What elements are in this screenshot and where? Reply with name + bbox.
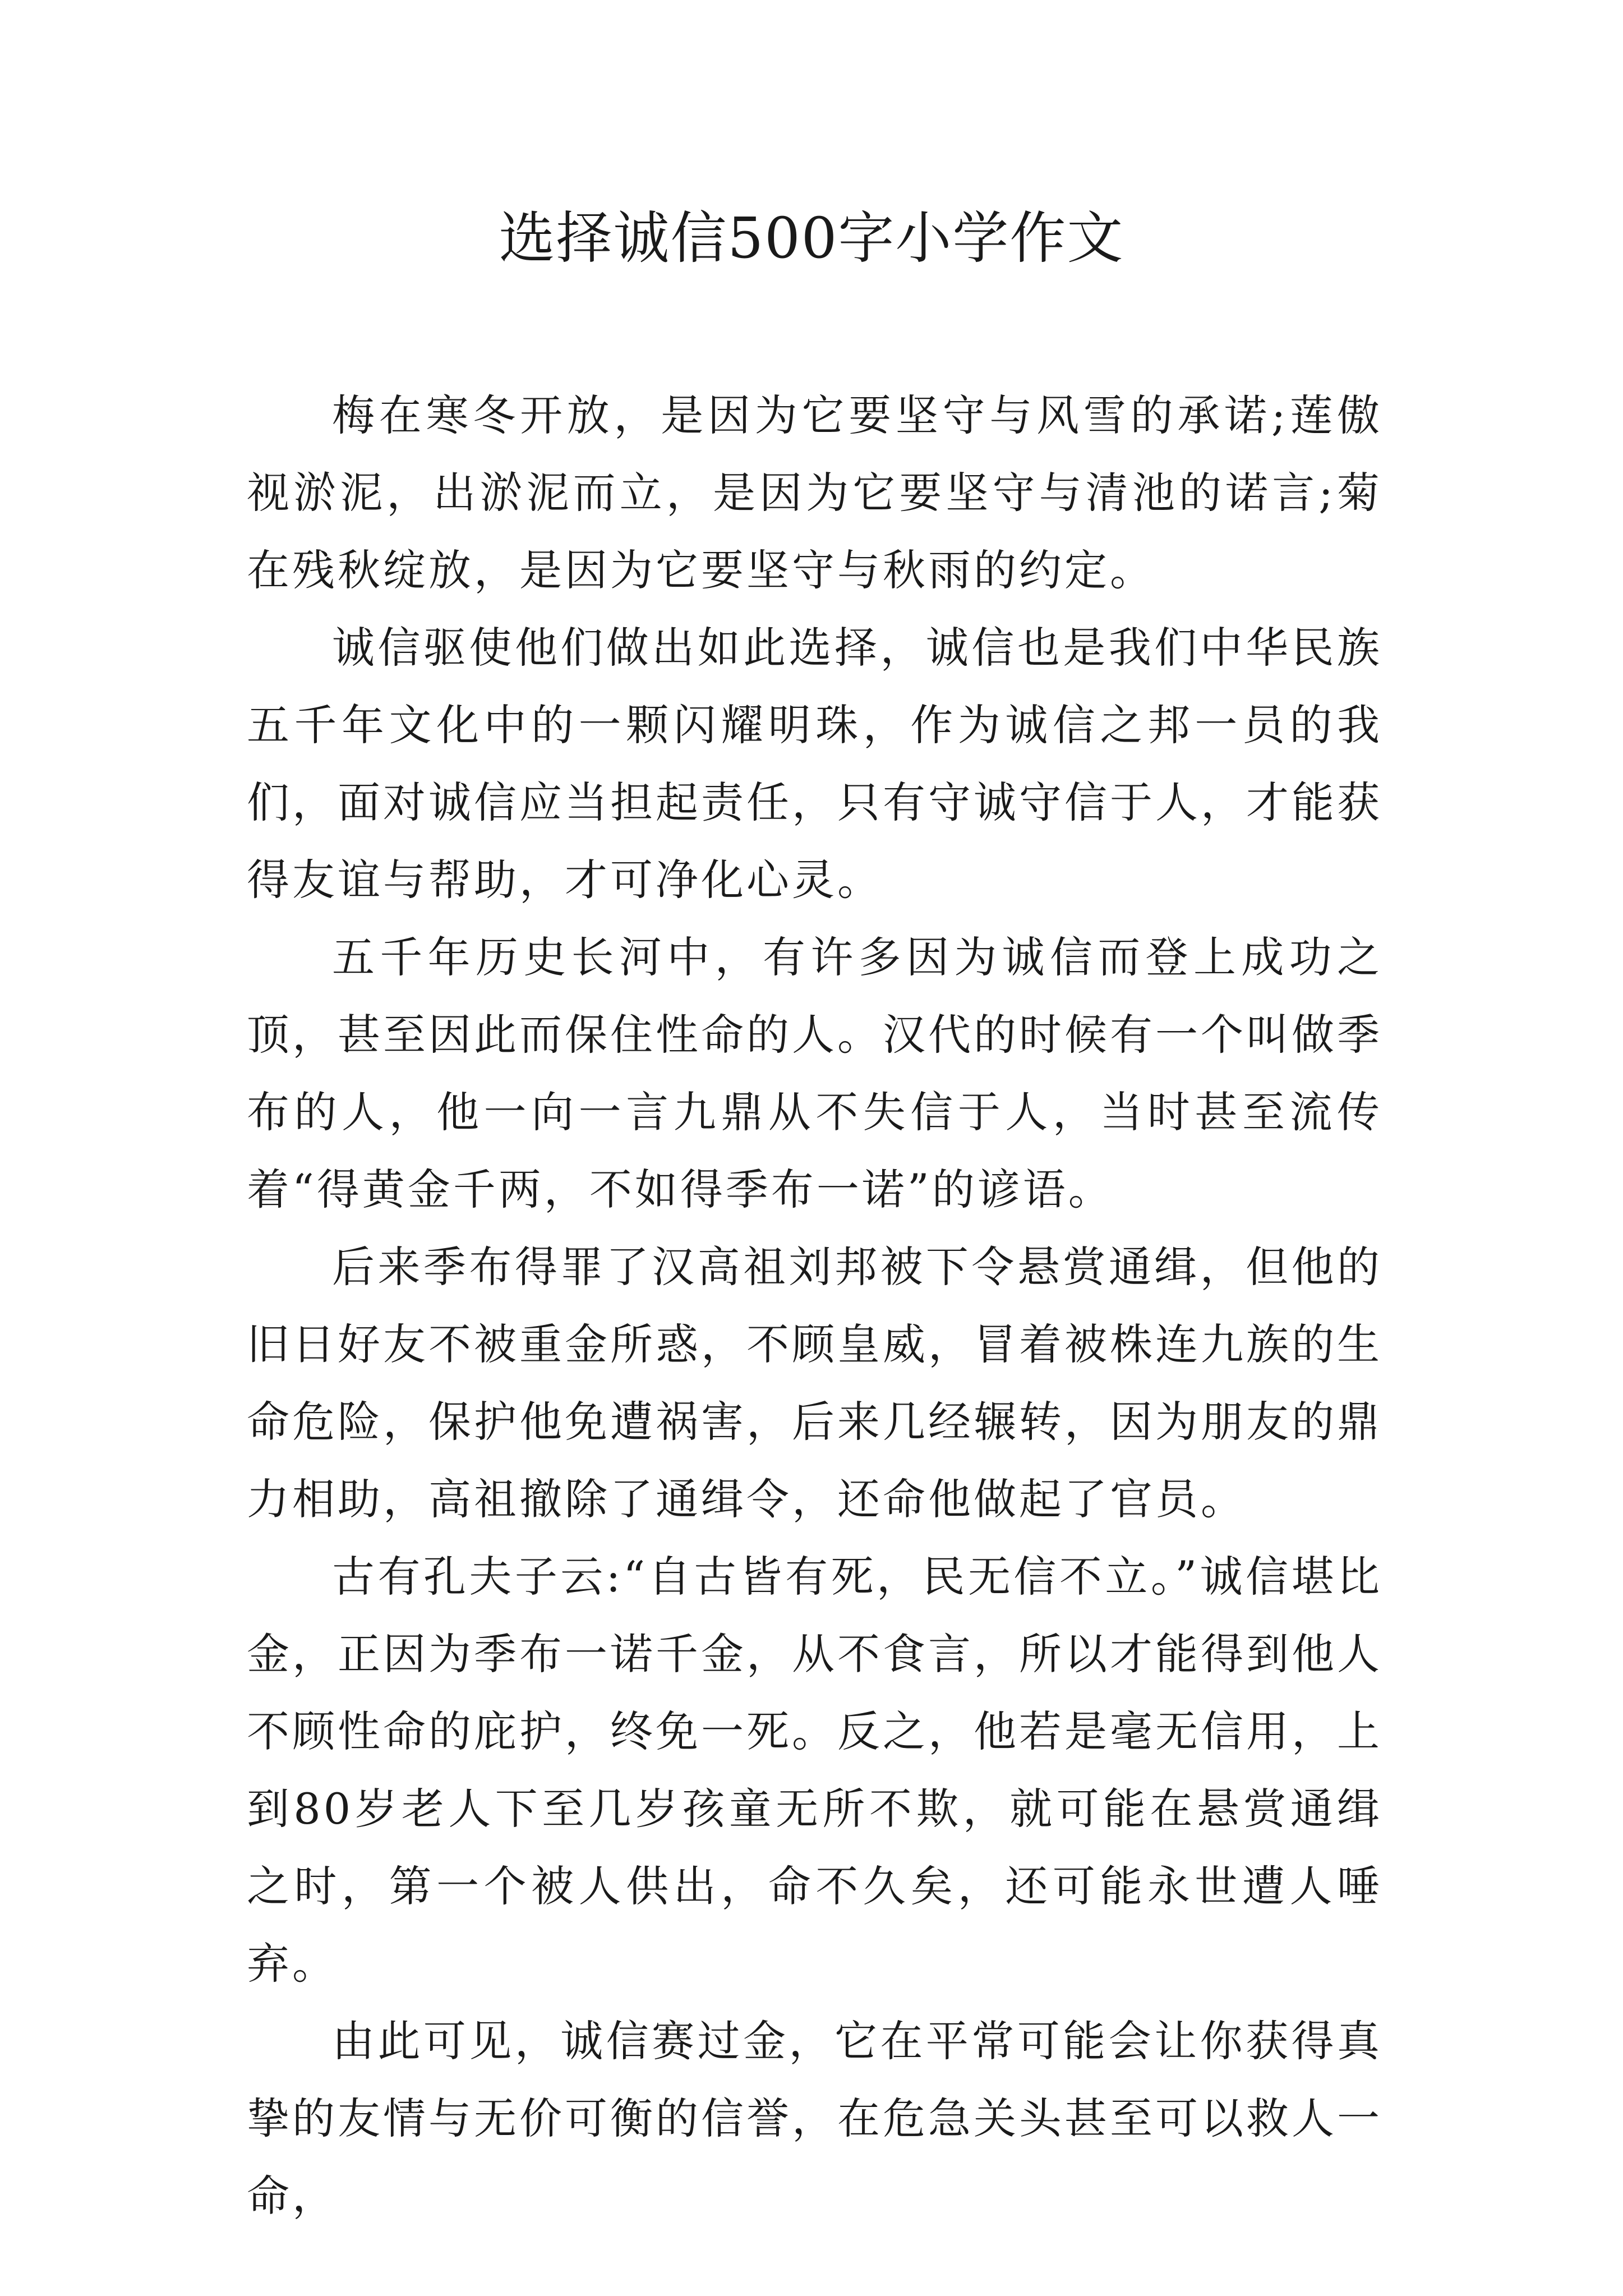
document-title: 选择诚信500字小学作文 [499,205,1124,271]
paragraph-1: 梅在寒冬开放，是因为它要坚守与风雪的承诺;莲傲视淤泥，出淤泥而立，是因为它要坚守与清池的诺言;菊在残秋绽放，是因为它要坚守与秋雨的约定。 [247,390,1382,595]
paragraph-4: 后来季布得罪了汉高祖刘邦被下令悬赏通缉，但他的旧日好友不被重金所惑，不顾皇威，冒着被株连九族的生命危险，保护他免遭祸害，后来几经辗转，因为朋友的鼎力相助，高祖撤除了通缉令，还命他做起了官员。 [247,1242,1382,1524]
document-body [247,377,1382,2235]
paragraph-3: 五千年历史长河中，有许多因为诚信而登上成功之顶，甚至因此而保住性命的人。汉代的时候有一个叫做季布的人，他一向一言九鼎从不失信于人，当时甚至流传着“得黄金千两，不如得季布一诺”的谚语。 [247,932,1382,1214]
paragraph-2: 诚信驱使他们做出如此选择，诚信也是我们中华民族五千年文化中的一颗闪耀明珠，作为诚信之邦一员的我们，面对诚信应当担起责任，只有守诚守信于人，才能获得友谊与帮助，才可净化心灵。 [247,623,1382,905]
paragraph-5: 古有孔夫子云:“自古皆有死，民无信不立。”诚信堪比金，正因为季布一诺千金，从不食言，所以才能得到他人不顾性命的庇护，终免一死。反之，他若是毫无信用，上到80岁老人下至几岁孩童无所不欺，就可能在悬赏通缉之时，第一个被人供出，命不久矣，还可能永世遭人唾弃。 [247,1552,1382,1989]
paragraph-6: 由此可见，诚信赛过金，它在平常可能会让你获得真挚的友情与无价可衡的信誉，在危急关头甚至可以救人一命， [247,2016,1382,2221]
